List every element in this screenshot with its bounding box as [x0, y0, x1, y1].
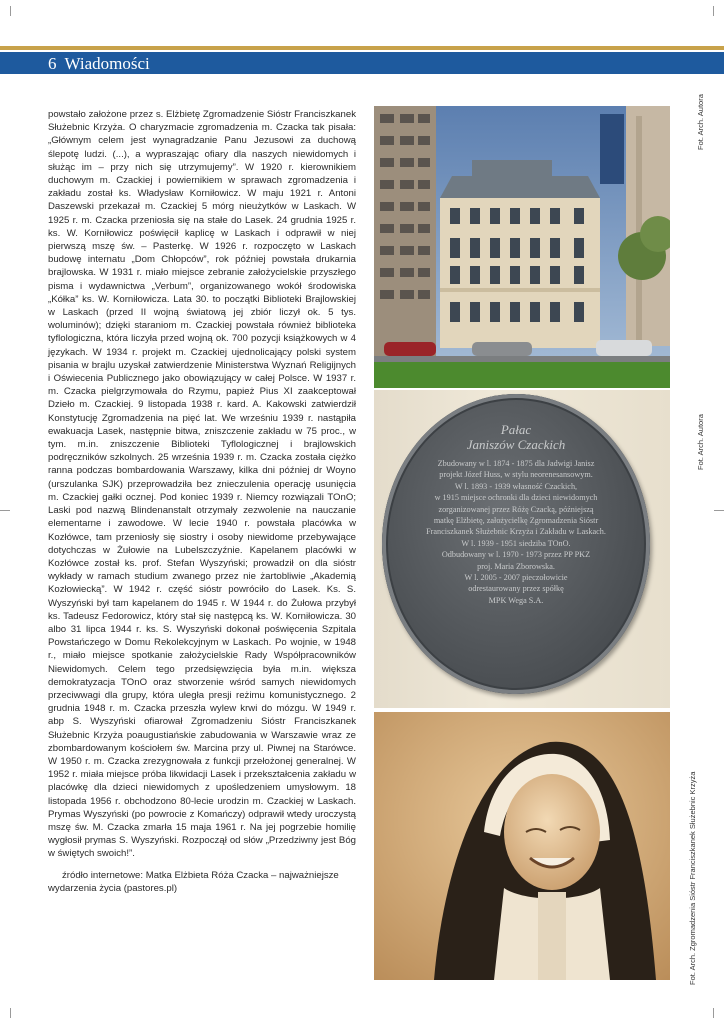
plaque-line: projekt Józef Huss, w stylu neorenesansowym. — [439, 470, 593, 480]
plaque-line: matkę Elżbietę, założycielkę Zgromadzenia Sióstr — [433, 516, 599, 526]
crop-mark — [713, 6, 714, 16]
plaque-line: MPK Wega S.A. — [488, 595, 544, 605]
plaque-line: odrestaurowany przez spółkę — [468, 584, 564, 594]
plaque-line: W l. 1939 - 1951 siedziba TOnO. — [461, 538, 571, 548]
page-number: 6 — [48, 54, 57, 73]
crop-mark — [714, 510, 724, 511]
memorial-plaque — [382, 394, 650, 694]
plaque-heading-line: Janiszów Czackich — [466, 437, 566, 452]
palace-photo — [374, 106, 670, 388]
source-note: źródło internetowe: Matka Elżbieta Róża Czacka – najważniejsze wydarzenia życia (pastores.pl) — [48, 869, 339, 894]
plaque-line: w 1915 miejsce ochronki dla dzieci niewidomych — [434, 493, 598, 503]
page-header — [48, 54, 150, 74]
photo-credit: Fot. Arch. Autora — [696, 94, 705, 150]
crop-mark — [713, 1008, 714, 1018]
plaque-inscription — [412, 422, 620, 606]
plaque-line: W l. 2005 - 2007 pieczołowicie — [464, 573, 568, 583]
palace-image — [374, 106, 670, 388]
section-title: Wiadomości — [64, 54, 150, 73]
nun-portrait-photo — [374, 712, 670, 980]
photo-credit: Fot. Arch. Autora — [696, 414, 705, 470]
plaque-photo — [374, 390, 670, 708]
article-paragraph: powstało założone przez s. Elżbietę Zgromadzenie Sióstr Franciszkanek Służebnic Krzyża. O charyzmacie zgromadzenia m. Czacka tak pisała: „Głównym celem jest wynagradzanie Panu Jezusowi za duchową ślepotę ludzi. (...), a wypraszając ofiary dla naszych niewidomych i służąc im – przy nich się utrzymujemy”. W 1920 r. kierownikiem duchowym m. Czackiej i powiernikiem w sprawach zgromadzenia i zakładu został ks. Władysław Korniłowicz. W maju 1921 r. Antoni Daszewski przekazał m. Czackiej 5 mórg nieużytków w Laskach. W 1925 r. m. Czacka przeniosła się na stałe do Lasek. 24 grudnia 1925 r. ks. W. Korniłowicz poświęcił kaplicę w Laskach i odprawił w niej pierwszą mszę św. – Pasterkę. W 1926 r. rozpoczęto w Laskach budowę internatu „Dom Chłopców”, rok później powstała drukarnia brajlowska. W 1931 r. miało miejsce zebranie założycielskie przyszłego pisma i wydawnictwa „Verbum”, organizowanego wokół środowiska „Kółka” ks. W. Korniłowicza. Lata 30. to początki Biblioteki Brajlowskiej w Laskach (przed II wojną światową jej zbiór liczył ok. 5 tys. woluminów); dzięki staraniom m. Czackiej powstała również biblioteka tyflologiczna, która liczyła przed wojną ok. 700 pozycji książkowych w 4 językach. W 1934 r. projekt m. Czackiej ujednolicający polski system pisania w brajlu uzyskał zatwierdzenie Ministerstwa Wyznań Religijnych i Oświecenia Publicznego jako obowiązujący w całej Polsce. W 1937 r. m. Czacka pielgrzymowała do Rzymu, papież Pius XI zaakceptował Dzieło m. Czackiej. 9 listopada 1938 r. kard. A. Kakowski zatwierdził Konstytucję Zgromadzenia na pięć lat. We wrześniu 1939 r. nastąpiła ewakuacja Lasek, następnie bitwa, zniszczenie zakładu w 75 proc., w tym. m.in. zniszczenie Biblioteki Tyflologicznej i brajlowskich podręczników szkolnych. 25 września 1939 r. m. Czacka została ciężko ranna podczas bombardowania Warszawy, kilka dni później dr Woyno (urszulanka SJK) przeprowadziła bez znieczulenia operację usunięcia m. Czackiej gałki ocznej. Pod koniec 1939 r. Niemcy rozwiązali TOnO; Laski pod nazwą Blindenanstalt otrzymały zezwolenie na nauczanie elementarne i zawodowe. W lecie 1940 r. powstała placówka w Kozłówce, tam przeniosły się siostry i osoby niewidome przebywające dotychczas w Żułowie na Lubelszczyźnie. Kapelanem placówki w Kozłówce został ks. prof. Stefan Wyszyński; prowadził on dla sióstr wykłady w ramach studium zwanego przez nie żartobliwie „Akademią Kozłowiecką”. W 1942 r. część sióstr powróciło do Lasek. Ks. S. Wyszyński był tam kapelanem do 1945 r. W 1944 r. do Żułowa przybył ks. Tadeusz Fedorowicz, który stał się następcą ks. W. Korniłowicza. 30 albo 31 lipca 1944 r. ks. S. Wyszyński dokonał poświęcenia Szpitala Powstańczego w Domu Rekolekcyjnym w Laskach. Po wojnie, w 1948 r., miało miejsce spotkanie założycielskie Rady Współpracowników Niewidomych. Celem tego przedsięwzięcia była m.in. większa demokratyzacja TOnO oraz stworzenie wśród samych niewidomych przeciwwagi dla grupy, która uległa presji reżimu komunistycznego. 2 grudnia 1948 r. m. Czacka przeszła wylew krwi do mózgu. W 1949 r. abp S. Wyszyński ofiarował Zgromadzeniu Sióstr Franciszkanek Służebnic Krzyża poaugustiańskie zabudowania w Warszawie wraz ze zbombardowanym kościołem św. Marcina przy ul. Piwnej na Starówce. W 1950 r. m. Czacka zrezygnowała z funkcji przełożonej generalnej. W 1952 r. miała miejsce próba likwidacji Lasek i przekształcenia zakładu w placówkę dla dzieci niewidomych z upośledzeniem umysłowym. 18 listopada 1956 r. obchodzono 80-lecie urodzin m. Czackiej w Laskach. Prymas Wyszyński (po powrocie z Komańczy) odprawił wtedy uroczystą mszę św. M. Czacka zmarła 15 maja 1961 r. Na jej pogrzebie homilię wygłosił prymas S. Wyszyński. Rozpoczął od słów „Przedziwny jest Bóg w świętych swoich!”. — [48, 109, 356, 860]
crop-mark — [0, 510, 10, 511]
plaque-heading-line: Pałac — [500, 422, 532, 437]
photo-credit: Fot. Arch. Zgromadzenia Sióstr Franciszkanek Służebnic Krzyża — [688, 771, 697, 985]
header-rule — [0, 46, 724, 50]
crop-mark — [10, 1008, 11, 1018]
plaque-line: Odbudowany w l. 1970 - 1973 przez PP PKZ — [441, 550, 591, 560]
plaque-line: W l. 1893 - 1939 własność Czackich, — [454, 481, 578, 491]
plaque-line: zorganizowanej przez Różę Czacką, późniejszą — [438, 504, 594, 514]
crop-mark — [10, 6, 11, 16]
plaque-line: proj. Maria Zborowska. — [477, 561, 555, 571]
article-body — [48, 108, 356, 895]
plaque-line: Zbudowany w l. 1874 - 1875 dla Jadwigi Janisz — [437, 459, 595, 468]
nun-portrait-image — [374, 712, 670, 980]
plaque-line: Franciszkanek Służebnic Krzyża i Zakładu w Laskach. — [426, 527, 606, 537]
